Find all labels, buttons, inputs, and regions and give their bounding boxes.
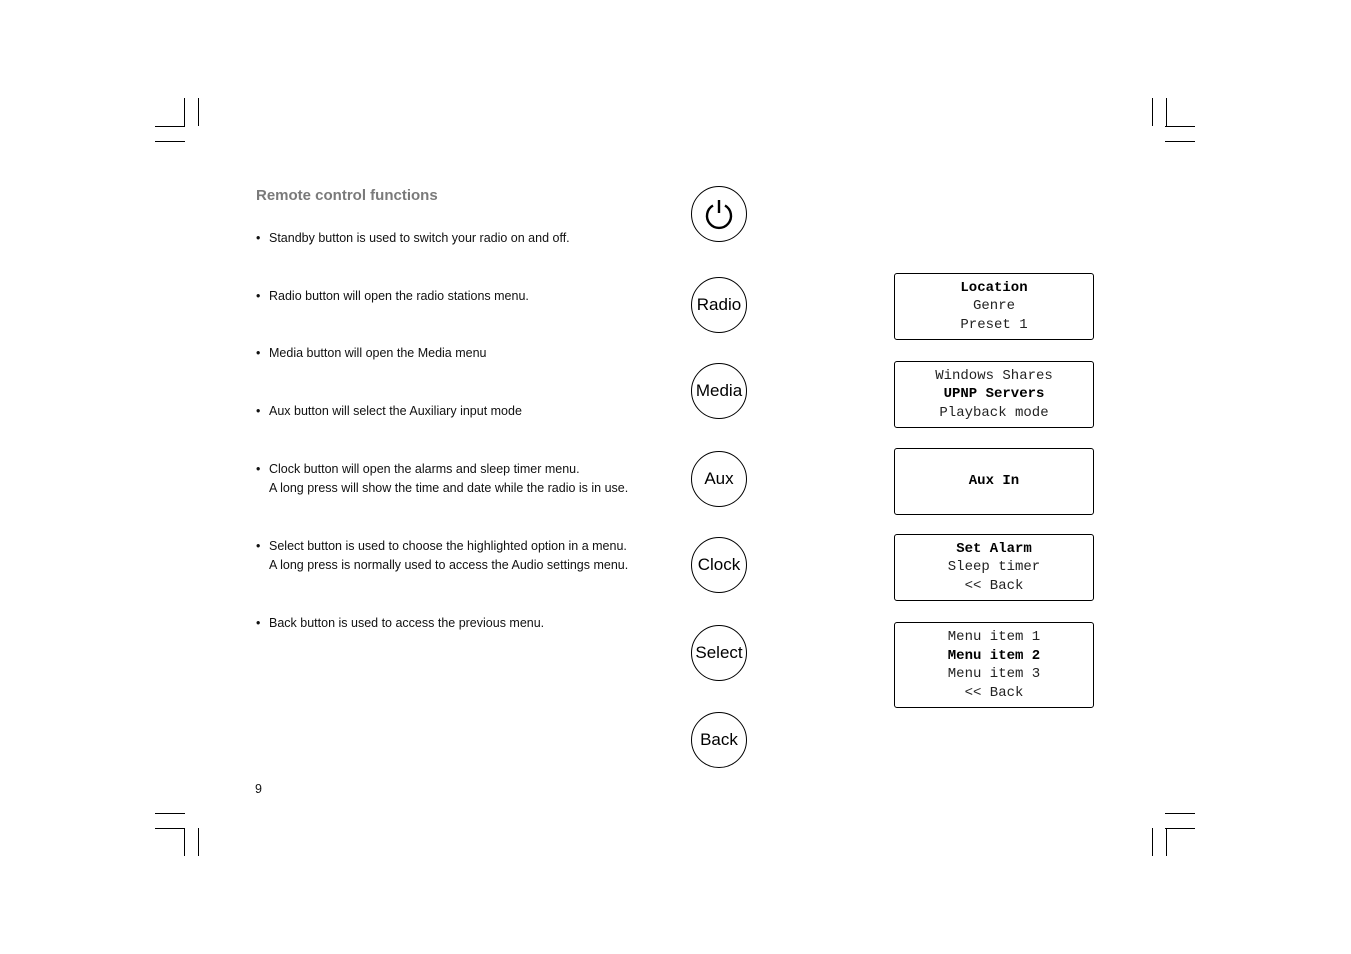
crop-mark-bottom-right-v bbox=[1152, 828, 1153, 856]
aux-button: Aux bbox=[691, 451, 747, 507]
crop-mark-bottom-right-h2 bbox=[1165, 828, 1195, 829]
display-radio-menu bbox=[894, 273, 1094, 340]
display-line: Menu item 3 bbox=[947, 666, 1041, 682]
display-line: Preset 1 bbox=[960, 316, 1028, 333]
display-line: Genre bbox=[972, 298, 1015, 315]
bullet: • bbox=[256, 404, 261, 418]
display-line: << Back bbox=[964, 577, 1024, 594]
clock-button: Clock bbox=[691, 537, 747, 593]
list-item-text: Standby button is used to switch your radio on and off. bbox=[269, 231, 570, 245]
crop-mark-bottom-right-v2 bbox=[1166, 828, 1167, 856]
display-line: UPNP Servers bbox=[943, 386, 1045, 403]
crop-mark-top-right-v bbox=[1152, 98, 1153, 126]
media-button: Media bbox=[691, 363, 747, 419]
list-item-text-continued: A long press will show the time and date while the radio is in use. bbox=[269, 481, 629, 495]
crop-mark-top-right-v2 bbox=[1166, 98, 1167, 126]
list-item-aux bbox=[256, 402, 522, 421]
list-item-text: Aux button will select the Auxiliary input mode bbox=[269, 404, 522, 418]
list-item-text: Back button is used to access the previous menu. bbox=[269, 616, 545, 630]
display-clock-menu bbox=[894, 534, 1094, 601]
radio-button: Radio bbox=[691, 277, 747, 333]
list-item-media bbox=[256, 344, 487, 363]
display-line: Set Alarm bbox=[956, 540, 1032, 557]
select-button: Select bbox=[691, 625, 747, 681]
list-item-text: Media button will open the Media menu bbox=[269, 346, 487, 360]
list-item-text: Clock button will open the alarms and sleep timer menu. bbox=[269, 462, 580, 476]
bullet: • bbox=[256, 462, 261, 476]
crop-mark-top-left-h2 bbox=[155, 141, 185, 142]
bullet: • bbox=[256, 346, 261, 360]
list-item-select bbox=[256, 537, 628, 575]
display-line: Location bbox=[960, 279, 1028, 296]
crop-mark-top-left-v bbox=[184, 98, 185, 126]
standby-button bbox=[691, 186, 747, 242]
display-aux bbox=[894, 448, 1094, 515]
display-line: Aux In bbox=[968, 473, 1020, 490]
crop-mark-bottom-left-h bbox=[155, 813, 185, 814]
bullet: • bbox=[256, 289, 261, 303]
list-item-back bbox=[256, 614, 544, 633]
bullet: • bbox=[256, 539, 261, 553]
crop-mark-top-right-h2 bbox=[1165, 141, 1195, 142]
list-item-clock bbox=[256, 460, 628, 498]
display-line: << Back bbox=[964, 684, 1024, 701]
display-line: Menu item 2 bbox=[947, 647, 1041, 664]
display-line: Menu item 1 bbox=[947, 629, 1041, 645]
list-item-text: Select button is used to choose the highlighted option in a menu. bbox=[269, 539, 627, 553]
display-select-menu bbox=[894, 622, 1094, 708]
display-media-menu bbox=[894, 361, 1094, 428]
crop-mark-bottom-right-h bbox=[1165, 813, 1195, 814]
back-button: Back bbox=[691, 712, 747, 768]
crop-mark-bottom-left-h2 bbox=[155, 828, 185, 829]
page-number: 9 bbox=[255, 782, 262, 796]
list-item-text: Radio button will open the radio stations menu. bbox=[269, 289, 529, 303]
crop-mark-top-left-v2 bbox=[198, 98, 199, 126]
display-line: Playback mode bbox=[939, 404, 1049, 421]
display-line: Windows Shares bbox=[935, 367, 1053, 384]
bullet: • bbox=[256, 616, 261, 630]
list-item-text-continued: A long press is normally used to access the Audio settings menu. bbox=[269, 558, 629, 572]
list-item-standby bbox=[256, 229, 570, 248]
power-icon bbox=[702, 197, 736, 231]
display-line: Sleep timer bbox=[947, 559, 1041, 576]
list-item-radio bbox=[256, 287, 529, 306]
crop-mark-bottom-left-v bbox=[184, 828, 185, 856]
crop-mark-top-left-h bbox=[155, 126, 185, 127]
section-title: Remote control functions bbox=[256, 187, 438, 204]
bullet: • bbox=[256, 231, 261, 245]
crop-mark-bottom-left-v2 bbox=[198, 828, 199, 856]
crop-mark-top-right-h bbox=[1165, 126, 1195, 127]
